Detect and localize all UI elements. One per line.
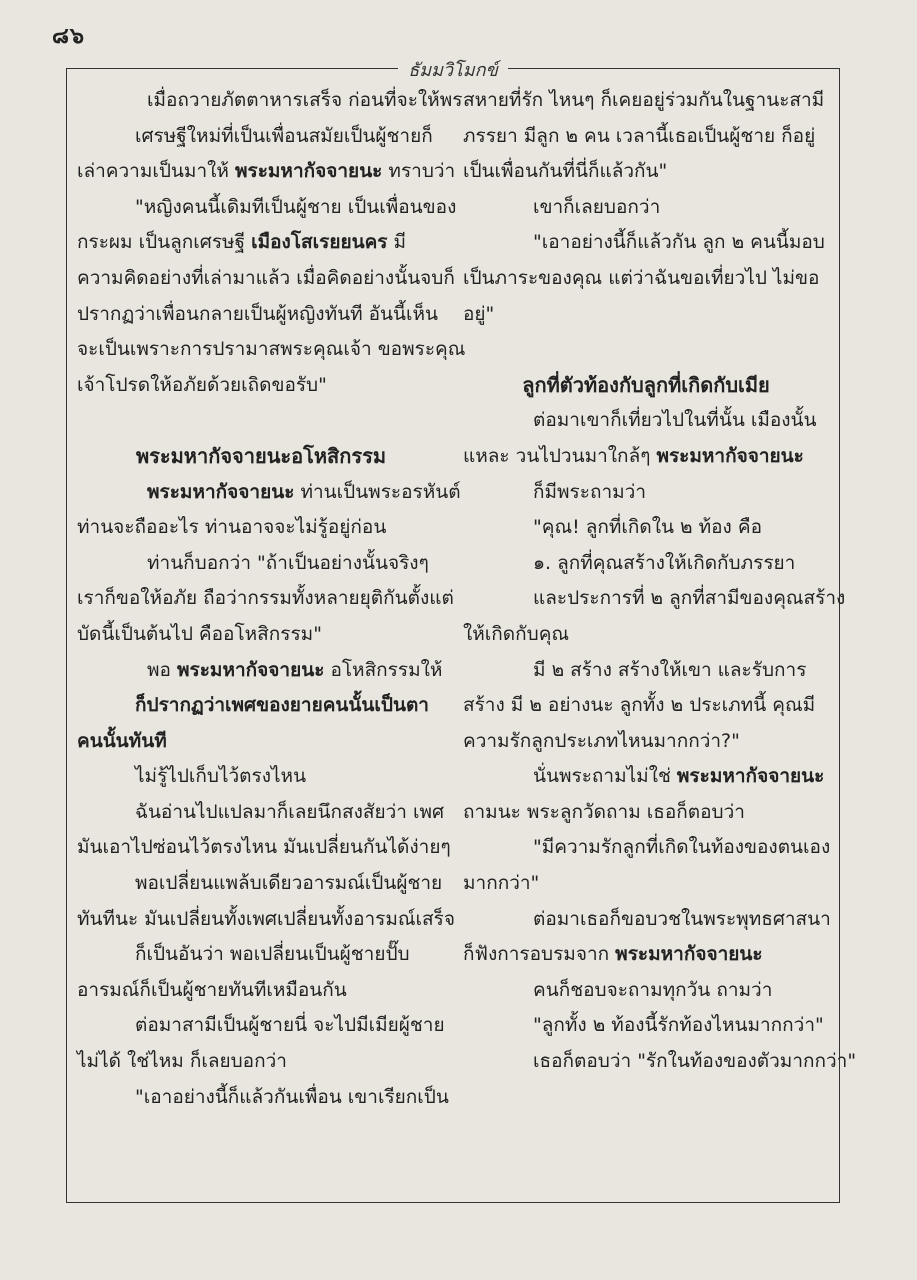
text-span: อารมณ์ก็เป็นผู้ชายทันทีเหมือนกัน [77, 978, 347, 1001]
text-span: มากกว่า" [463, 872, 540, 895]
text-span: ๑. ลูกที่คุณสร้างให้เกิดกับภรรยา [533, 551, 796, 574]
text-span: มี ๒ สร้าง สร้างให้เขา และรับการ [533, 658, 807, 681]
text-span: อโหสิกรรมให้ [324, 658, 443, 681]
text-span: "ลูกทั้ง ๒ ท้องนี้รักท้องไหนมากกว่า" [533, 1014, 824, 1037]
text-line [77, 297, 445, 333]
text-span: ปรากฏว่าเพื่อนกลายเป็นผู้หญิงทันที อันนี้เห็น [77, 302, 439, 325]
text-span: ภรรยา มีลูก ๒ คน เวลานี้เธอเป็นผู้ชาย ก็อยู่ [463, 124, 816, 147]
text-span: ทราบว่า [382, 160, 456, 183]
text-line [463, 1044, 857, 1080]
right-column [463, 83, 857, 1080]
text-line [463, 795, 829, 831]
text-line [77, 190, 457, 226]
text-span: เราก็ขอให้อภัย ถือว่ากรรมทั้งหลายยุติกันตั้งแต่ [77, 587, 454, 610]
text-span: ไม่รู้ไปเก็บไว้ตรงไหน [135, 765, 307, 788]
bold-name: เมืองโสเรยยนคร [251, 231, 388, 254]
text-line [77, 866, 445, 902]
text-span: ก็เป็นอันว่า พอเปลี่ยนเป็นผู้ชายปั๊บ [135, 943, 410, 966]
text-span: ฉันอ่านไปแปลมาก็เลยนึกสงสัยว่า เพศ [135, 800, 445, 823]
text-line [463, 439, 829, 475]
text-line [77, 830, 451, 866]
bold-name: คนนั้นทันที [77, 729, 167, 752]
text-span: เศรษฐีใหม่ที่เป็นเพื่อนสมัยเป็นผู้ชายก็ [135, 124, 433, 147]
bold-name: พระมหากัจจายนะ [656, 444, 804, 467]
text-line [463, 83, 829, 119]
text-span: เมื่อถวายภัตตาหารเสร็จ ก่อนที่จะให้พร [147, 89, 463, 111]
text-line [77, 475, 461, 511]
text-span: ต่อมาเธอก็ขอบวชในพระพุทธศาสนา [533, 907, 831, 930]
text-span: จะเป็นเพราะการปรามาสพระคุณเจ้า ขอพระคุณ [77, 338, 466, 361]
text-line [77, 1080, 449, 1116]
text-line [77, 581, 454, 617]
text-line [77, 653, 445, 689]
text-span: เจ้าโปรดให้อภัยด้วยเถิดขอรับ" [77, 373, 327, 396]
text-line [77, 368, 445, 404]
left-column [77, 83, 466, 1115]
text-span: และประการที่ ๒ ลูกที่สามีของคุณสร้าง [533, 587, 846, 610]
text-span: ท่านเป็นพระอรหันต์ [294, 480, 461, 503]
bold-name: พระมหากัจจายนะ [234, 160, 383, 183]
text-span: ท่านจะถืออะไร ท่านอาจจะไม่รู้อยู่ก่อน [77, 516, 387, 539]
text-span: "คุณ! ลูกที่เกิดใน ๒ ท้อง คือ [533, 516, 762, 539]
text-line [463, 510, 829, 546]
text-line [77, 617, 445, 653]
text-line [77, 688, 445, 724]
bold-name: พระมหากัจจายนะ [176, 658, 325, 681]
text-line [463, 261, 829, 297]
text-span: "เอาอย่างนี้ก็แล้วกัน ลูก ๒ คนนี้มอบ [533, 231, 825, 254]
blank-line [77, 403, 445, 439]
text-span: อยู่" [463, 302, 495, 325]
running-head: ธัมมวิโมกข์ [398, 55, 508, 84]
text-line [463, 1008, 829, 1044]
text-line [463, 653, 829, 689]
text-line [463, 581, 846, 617]
text-line [463, 154, 829, 190]
text-span: ต่อมาสามีเป็นผู้ชายนี่ จะไปมีเมียผู้ชาย [135, 1014, 445, 1037]
text-line [77, 154, 456, 190]
text-line [463, 830, 829, 866]
text-span: บัดนี้เป็นต้นไป คืออโหสิกรรม" [77, 622, 322, 645]
text-span: เธอก็ตอบว่า "รักในท้องของตัวมากกว่า" [533, 1050, 857, 1073]
text-line [463, 403, 829, 439]
text-span: ความคิดอย่างที่เล่ามาแล้ว เมื่อคิดอย่างนั้นจบก็ [77, 266, 455, 289]
text-span: "เอาอย่างนี้ก็แล้วกันเพื่อน เขาเรียกเป็น [135, 1085, 449, 1108]
text-line [77, 937, 445, 973]
text-span: ให้เกิดกับคุณ [463, 622, 570, 645]
section-heading: ลูกที่ตัวท้องกับลูกที่เกิดกับเมีย [522, 372, 770, 397]
text-span: สร้าง มี ๒ อย่างนะ ลูกทั้ง ๒ ประเภทนี้ คุณมี [463, 694, 816, 717]
text-span: ต่อมาเขาก็เที่ยวไปในที่นั้น เมืองนั้น [533, 409, 817, 432]
text-line [463, 866, 829, 902]
page-number: ๘๖ [52, 24, 85, 49]
blank-line [463, 332, 829, 368]
text-line [77, 261, 455, 297]
text-line [77, 1008, 445, 1044]
text-span: ความรักลูกประเภทไหนมากกว่า?" [463, 729, 740, 752]
text-span: มี [387, 231, 407, 254]
section-heading: พระมหากัจจายนะอโหสิกรรม [135, 443, 387, 468]
text-span: สหายที่รัก ไหนๆ ก็เคยอยู่ร่วมกันในฐานะสามี [463, 89, 825, 111]
text-span: ก็มีพระถามว่า [533, 480, 646, 503]
text-line [463, 297, 829, 333]
text-line [463, 190, 829, 226]
text-line [77, 973, 445, 1009]
text-line [463, 119, 829, 155]
text-line [463, 973, 829, 1009]
text-span: ท่านก็บอกว่า "ถ้าเป็นอย่างนั้นจริงๆ [147, 551, 429, 574]
text-line [77, 795, 445, 831]
bold-name: พระมหากัจจายนะ [147, 480, 295, 503]
text-line [77, 546, 445, 582]
text-span: ทันทีนะ มันเปลี่ยนทั้งเพศเปลี่ยนทั้งอารมณ์เสร็จ [77, 907, 455, 930]
text-span: เป็นภาระของคุณ แต่ว่าฉันขอเที่ยวไป ไม่ขอ [463, 266, 820, 289]
text-span: ถามนะ พระลูกวัดถาม เธอก็ตอบว่า [463, 800, 745, 823]
text-span: กระผม เป็นลูกเศรษฐี [77, 231, 252, 254]
text-line [77, 510, 445, 546]
text-span: เล่าความเป็นมาให้ [77, 160, 235, 183]
text-span: คนก็ชอบจะถามทุกวัน ถามว่า [533, 978, 773, 1001]
text-line [77, 724, 445, 760]
text-span: ไม่ได้ ใช่ไหม ก็เลยบอกว่า [77, 1050, 287, 1073]
text-span: "มีความรักลูกที่เกิดในท้องของตนเอง [533, 836, 831, 859]
text-line [463, 759, 829, 795]
text-frame [66, 60, 857, 1203]
text-line [463, 617, 829, 653]
text-line [77, 759, 445, 795]
text-line [463, 475, 829, 511]
text-line [463, 546, 829, 582]
text-line [77, 225, 445, 261]
text-span: แหละ วนไปวนมาใกล้ๆ [463, 444, 657, 467]
text-span: ก็ฟังการอบรมจาก [463, 943, 616, 966]
bold-name: พระมหากัจจายนะ [676, 765, 825, 788]
text-span: เขาก็เลยบอกว่า [533, 195, 661, 218]
text-line [77, 119, 445, 155]
bold-name: พระมหากัจจายนะ [615, 943, 763, 966]
text-line [463, 902, 829, 938]
bold-name: ก็ปรากฏว่าเพศของยายคนนั้นเป็นตา [135, 694, 429, 717]
text-line [77, 902, 455, 938]
text-line [463, 937, 829, 973]
text-span: พอ [147, 658, 177, 681]
text-span: มันเอาไปซ่อนไว้ตรงไหน มันเปลี่ยนกันได้ง่ายๆ [77, 836, 451, 859]
text-line [463, 225, 829, 261]
text-line [463, 688, 829, 724]
text-line [77, 332, 466, 368]
text-span: เป็นเพื่อนกันที่นี่ก็แล้วกัน" [463, 160, 668, 183]
running-head-wrapper [67, 55, 839, 84]
text-line [77, 83, 463, 119]
text-span: นั่นพระถามไม่ใช่ [533, 765, 677, 788]
text-span: พอเปลี่ยนแพล้บเดียวอารมณ์เป็นผู้ชาย [135, 872, 443, 895]
text-line [463, 724, 829, 760]
text-span: "หญิงคนนี้เดิมทีเป็นผู้ชาย เป็นเพื่อนของ [135, 195, 457, 218]
text-line [77, 1044, 445, 1080]
